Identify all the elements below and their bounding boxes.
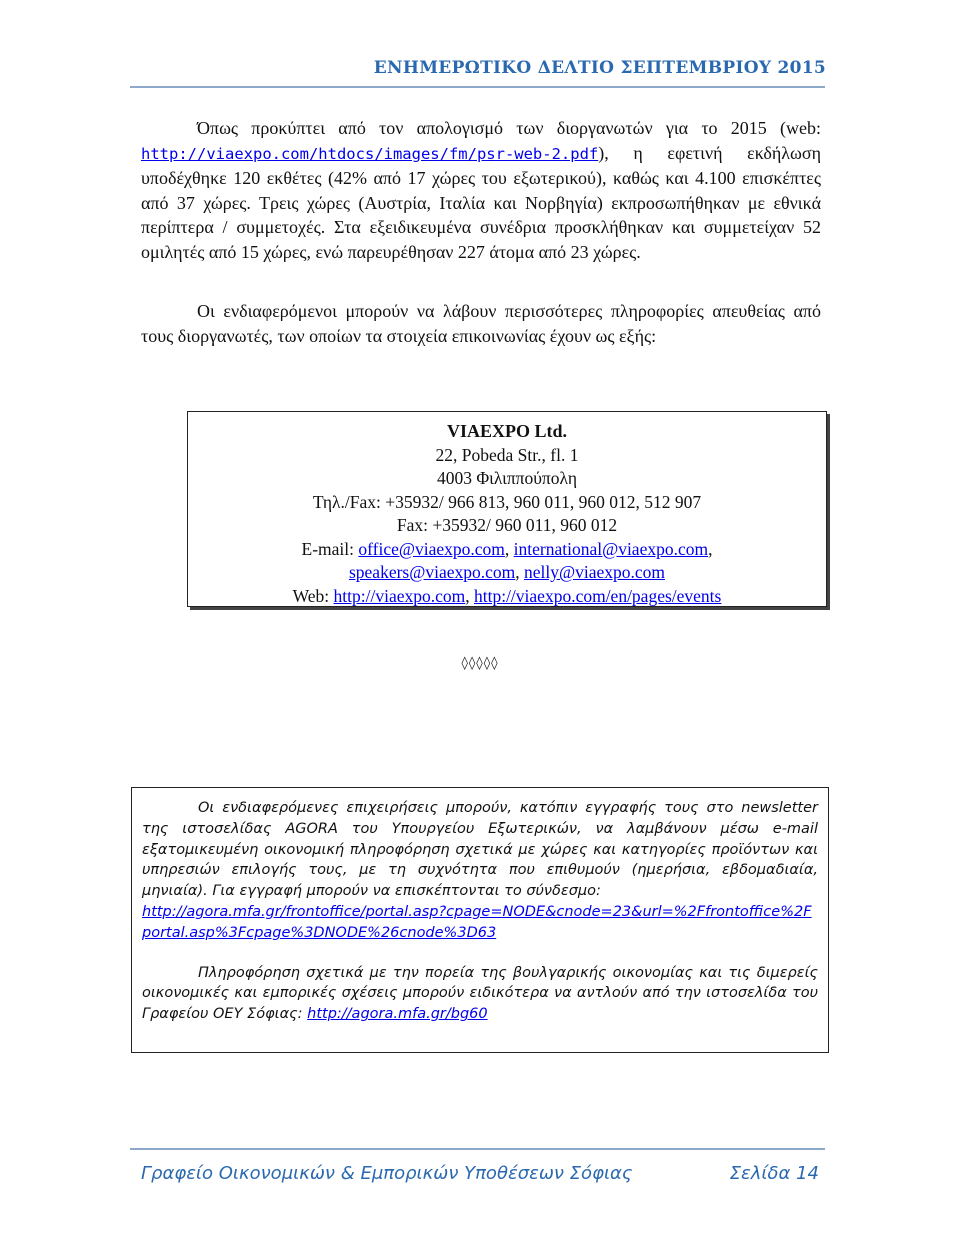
footer-office-name: Γραφείο Οικονομικών & Εμπορικών Υποθέσεων Σόφιας [141, 1163, 633, 1184]
web-label: Web: [292, 585, 334, 606]
info-paragraph-office [142, 963, 818, 1025]
section-separator-diamonds: ◊◊◊◊◊ [461, 656, 499, 671]
paragraph-text: Όπως προκύπτει από τον απολογισμό των διοργανωτών για το 2015 (web: [197, 118, 821, 138]
list-separator: , [504, 538, 514, 559]
address-line-1: 22, Pobeda Str., fl. 1 [435, 444, 579, 465]
web-link-home[interactable]: http://viaexpo.com [333, 585, 466, 606]
contact-box [187, 411, 827, 607]
paragraph-contact-intro [141, 299, 821, 348]
paragraph-text: Πληροφόρηση σχετικά με την πορεία της βουλγαρικής οικονομίας και τις διμερείς οικονομικές και εμπορικές σχέσεις μπορούν ειδικότερα να αντλούν από την ιστοσελίδα του Γραφείου ΟΕΥ Σόφιας: [142, 964, 818, 1023]
email-line [188, 538, 826, 562]
email-label: E-mail: [301, 538, 359, 559]
phone-line: Τηλ./Fax: +35932/ 966 813, 960 011, 960 012, 512 907 [312, 491, 702, 512]
list-separator: , [515, 562, 524, 582]
web-link-events[interactable]: http://viaexpo.com/en/pages/events [473, 585, 722, 606]
address-line-2: 4003 Φιλιππούπολη [436, 468, 577, 488]
office-site-link[interactable]: http://agora.mfa.gr/bg60 [307, 1006, 488, 1023]
email-link-nelly[interactable]: nelly@viaexpo.com [524, 562, 666, 582]
paragraph-text: Οι ενδιαφερόμενοι μπορούν να λάβουν περισσότερες πληροφορίες απευθείας από τους διοργανωτές, των οποίων τα στοιχεία επικοινωνίας έχουν ως εξής: [141, 301, 821, 346]
report-pdf-link[interactable]: http://viaexpo.com/htdocs/images/fm/psr-web-2.pdf [141, 144, 599, 163]
web-line [188, 585, 826, 609]
paragraph-text: ), η εφετινή εκδήλωση υποδέχθηκε 120 εκθέτες (42% από 17 χώρες του εξωτερικού), καθώς και 4.100 επισκέπτες από 37 χώρες. Τρεις χώρες (Αυστρία, Ιταλία και Νορβηγία) εκπροσωπήθηκαν με εθνικά περίπτερα / συμμετοχές. Στα εξειδικευμένα συνέδρια προσκλήθηκαν και συμμετείχαν 52 ομιλητές από 15 χώρες, ενώ παρευρέθησαν 227 άτομα από 23 χώρες. [141, 142, 821, 262]
list-separator: , [708, 538, 713, 559]
footer-page-number: Σελίδα 14 [729, 1163, 819, 1184]
header-divider [130, 86, 825, 88]
paragraph-report-summary [141, 116, 821, 264]
fax-line: Fax: +35932/ 960 011, 960 012 [396, 515, 618, 535]
email-link-office[interactable]: office@viaexpo.com [358, 538, 505, 559]
agora-info-box [131, 787, 829, 1053]
agora-portal-link[interactable]: http://agora.mfa.gr/frontoffice/portal.asp?cpage=NODE&cnode=23&url=%2Ffrontoffice%2Fportal.asp%3Fcpage%3DNODE%26cnode%3D63 [142, 903, 812, 941]
footer-divider [130, 1148, 825, 1150]
page-header-title: ΕΝΗΜΕΡΩΤΙΚΟ ΔΕΛΤΙΟ ΣΕΠΤΕΜΒΡΙΟΥ 2015 [373, 58, 826, 78]
company-name: VIAEXPO Ltd. [446, 421, 567, 441]
email-link-international[interactable]: international@viaexpo.com [513, 538, 709, 559]
list-separator: , [465, 585, 474, 606]
email-link-speakers[interactable]: speakers@viaexpo.com [348, 562, 516, 582]
email-line-2 [188, 561, 826, 585]
paragraph-text: Οι ενδιαφερόμενες επιχειρήσεις μπορούν, κατόπιν εγγραφής τους στο newsletter της ιστοσελίδας AGORA του Υπουργείου Εξωτερικών, να λαμβάνουν μέσω e-mail εξατομικευμένη οικονομική πληροφόρηση σχετικά με χώρες και κατηγορίες προϊόντων και υπηρεσιών επιλογής τους, με τη συχνότητα που επιθυμούν (ημερήσια, εβδομαδιαία, μηνιαία). Για εγγραφή μπορούν να επισκέπτονται το σύνδεσμο: [142, 800, 818, 900]
info-paragraph-newsletter [142, 798, 818, 944]
paragraph-gap [142, 944, 818, 963]
